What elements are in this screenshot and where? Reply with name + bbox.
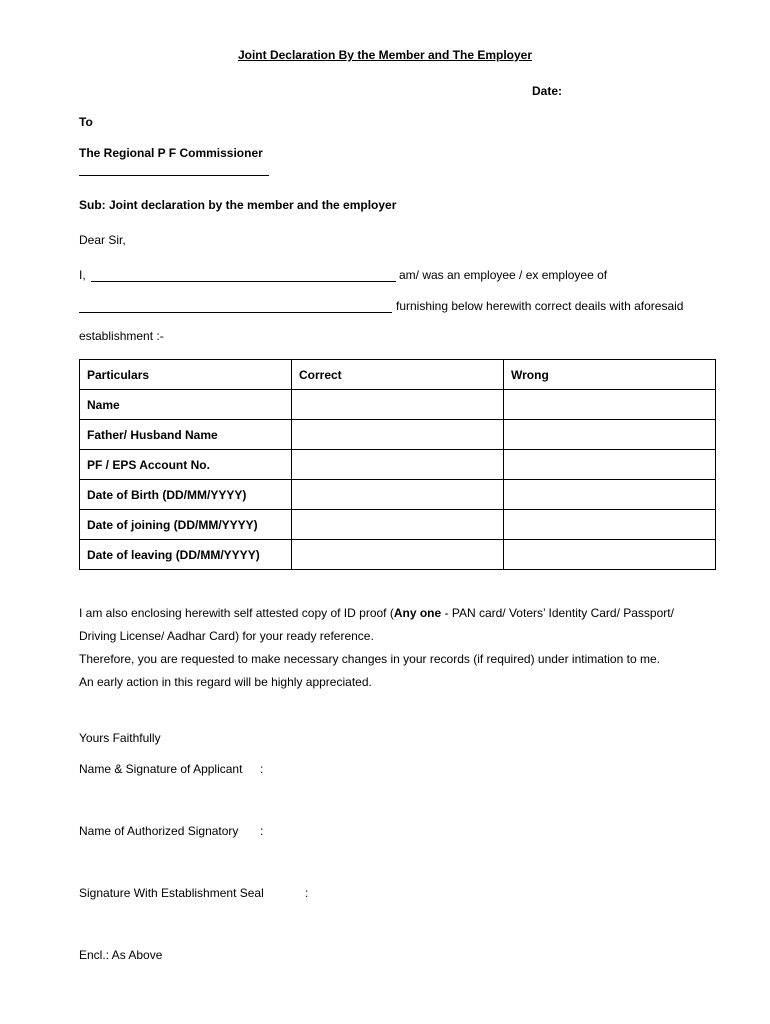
- enclosure-line3: Therefore, you are requested to make necessary changes in your records (if required) under intimation to me.: [79, 652, 660, 666]
- correct-cell[interactable]: [292, 390, 504, 420]
- correct-cell[interactable]: [292, 480, 504, 510]
- table-row: [80, 510, 716, 540]
- enclosure-line1: [79, 602, 674, 625]
- row-label: Father/ Husband Name: [80, 420, 292, 450]
- body-line2-suffix: furnishing below herewith correct deails with aforesaid: [396, 299, 684, 313]
- row-label: Date of leaving (DD/MM/YYYY): [80, 540, 292, 570]
- header-correct: Correct: [292, 360, 504, 390]
- wrong-cell[interactable]: [504, 450, 716, 480]
- addressee: The Regional P F Commissioner: [79, 146, 263, 160]
- enclosure-line2: Driving License/ Aadhar Card) for your ready reference.: [79, 629, 374, 643]
- authorized-signatory-colon: :: [260, 824, 264, 838]
- enclosure-line1-suffix: - PAN card/ Voters’ Identity Card/ Passport/: [441, 606, 674, 620]
- addressee-blank-line: [79, 175, 269, 176]
- table-row: [80, 420, 716, 450]
- body-line3: establishment :-: [79, 329, 164, 343]
- enclosure-note: Encl.: As Above: [79, 948, 163, 962]
- header-particulars: Particulars: [80, 360, 292, 390]
- wrong-cell[interactable]: [504, 390, 716, 420]
- body-line1-prefix: I,: [79, 268, 86, 282]
- applicant-signature-colon: :: [260, 762, 264, 776]
- correct-cell[interactable]: [292, 540, 504, 570]
- to-label: To: [79, 115, 93, 129]
- enclosure-any-one: Any one: [393, 606, 442, 620]
- correct-cell[interactable]: [292, 450, 504, 480]
- wrong-cell[interactable]: [504, 540, 716, 570]
- authorized-signatory-label: Name of Authorized Signatory: [79, 824, 239, 838]
- enclosure-line1-prefix: I am also enclosing herewith self attested copy of ID proof (: [79, 606, 394, 620]
- establishment-seal-label: Signature With Establishment Seal: [79, 886, 264, 900]
- table-row: [80, 480, 716, 510]
- salutation: Dear Sir,: [79, 233, 126, 247]
- particulars-table: [79, 359, 716, 570]
- table-row: [80, 450, 716, 480]
- row-label: PF / EPS Account No.: [80, 450, 292, 480]
- enclosure-line4: An early action in this regard will be highly appreciated.: [79, 675, 372, 689]
- applicant-signature-label: Name & Signature of Applicant: [79, 762, 243, 776]
- header-wrong: Wrong: [504, 360, 716, 390]
- date-label: Date:: [532, 84, 563, 98]
- wrong-cell[interactable]: [504, 420, 716, 450]
- row-label: Date of joining (DD/MM/YYYY): [80, 510, 292, 540]
- subject-line: Sub: Joint declaration by the member and the employer: [79, 198, 397, 212]
- table-row: [80, 390, 716, 420]
- document-title: Joint Declaration By the Member and The Employer: [237, 48, 533, 62]
- establishment-seal-colon: :: [305, 886, 309, 900]
- correct-cell[interactable]: [292, 510, 504, 540]
- table-row: [80, 540, 716, 570]
- row-label: Name: [80, 390, 292, 420]
- establishment-name-blank: [79, 312, 392, 313]
- correct-cell[interactable]: [292, 420, 504, 450]
- body-line1-suffix: am/ was an employee / ex employee of: [399, 268, 608, 282]
- wrong-cell[interactable]: [504, 480, 716, 510]
- closing: Yours Faithfully: [79, 731, 161, 745]
- employee-name-blank: [91, 281, 396, 282]
- wrong-cell[interactable]: [504, 510, 716, 540]
- table-header-row: [80, 360, 716, 390]
- row-label: Date of Birth (DD/MM/YYYY): [80, 480, 292, 510]
